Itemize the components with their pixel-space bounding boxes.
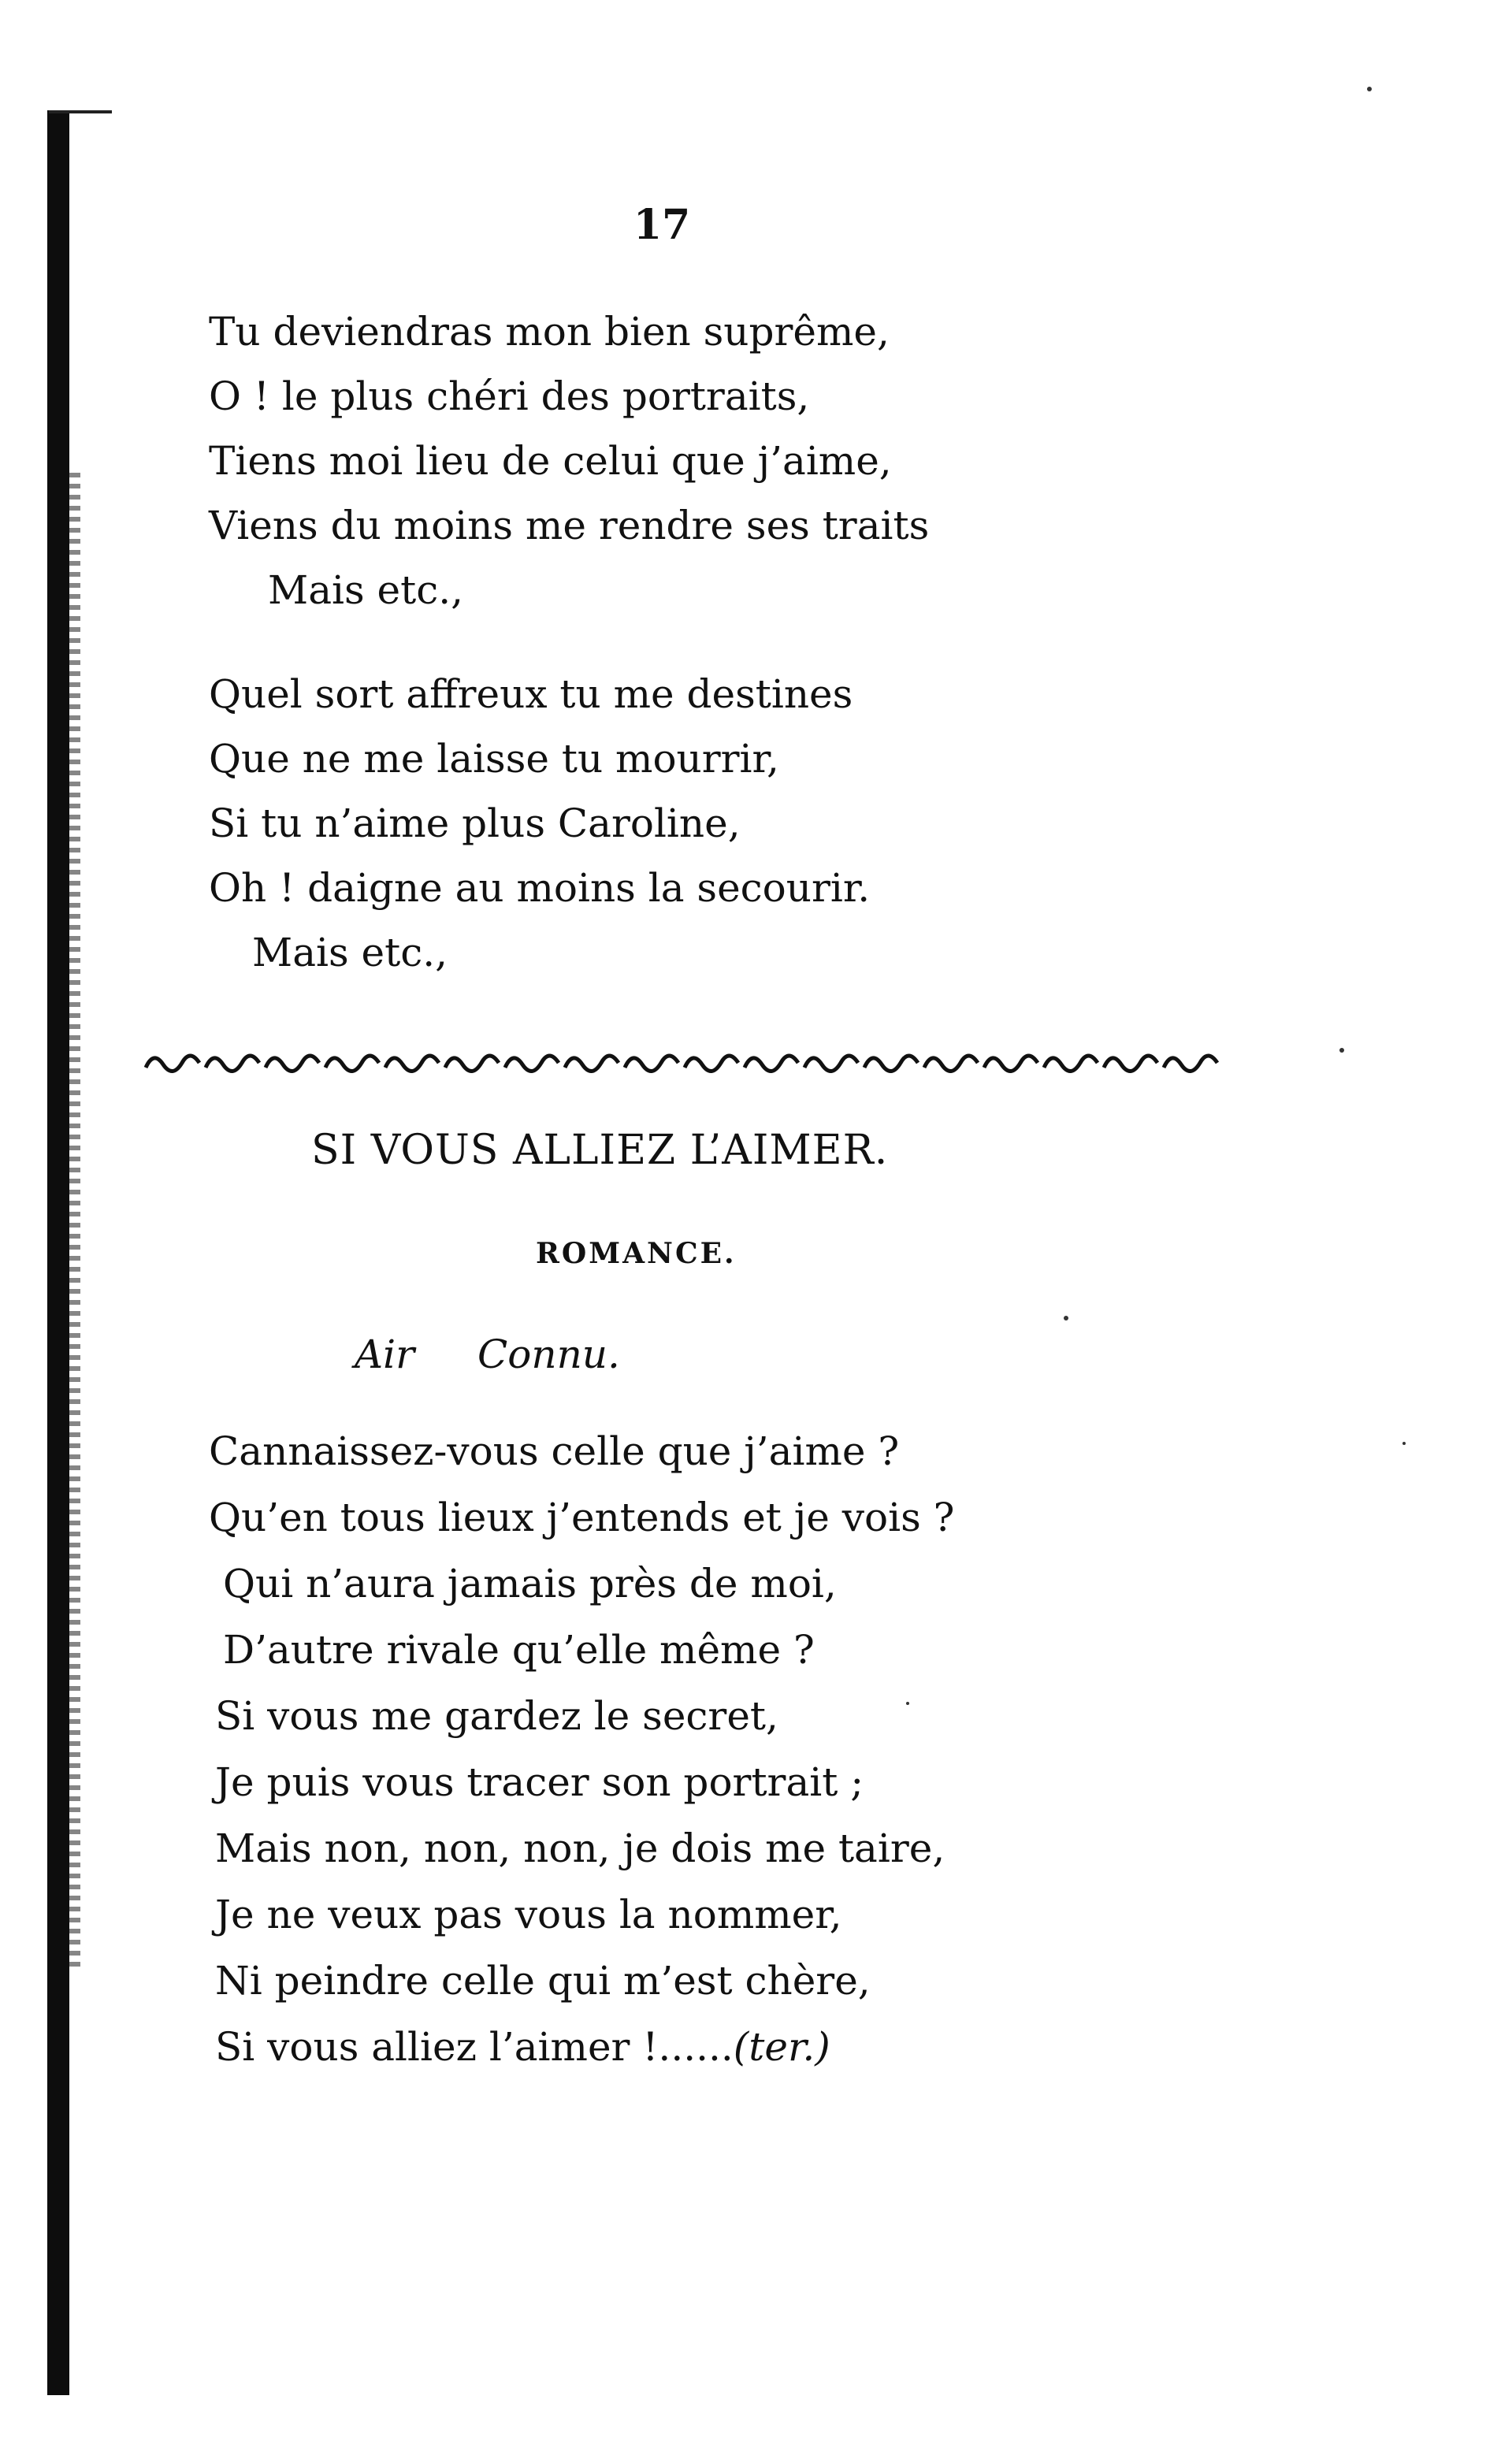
book-spine-shadow <box>47 110 69 2395</box>
ornament-link <box>385 1056 439 1072</box>
verse-line: Que ne me laisse tu mourrir, <box>209 736 779 782</box>
ornament-link <box>565 1056 619 1072</box>
page-number: 17 <box>633 201 691 249</box>
ornament-link <box>206 1056 259 1072</box>
ornament-link <box>984 1056 1038 1072</box>
page-edge-texture <box>69 473 80 1970</box>
verse-line: Si tu n’aime plus Caroline, <box>209 800 741 846</box>
ornament-link <box>1164 1056 1217 1072</box>
verse-line: Si vous me gardez le secret, <box>215 1693 778 1739</box>
paper-speck <box>1367 87 1372 91</box>
stanza-1 <box>209 299 929 622</box>
ornament-link <box>745 1056 798 1072</box>
ornament-link <box>864 1056 918 1072</box>
stanza-3 <box>209 1418 954 2080</box>
verse-line: Tiens moi lieu de celui que j’aime, <box>209 438 892 484</box>
air-label: Air <box>355 1332 415 1377</box>
ornament-link <box>445 1056 499 1072</box>
air-indication <box>355 1332 620 1377</box>
refrain-line: Mais etc., <box>252 930 448 975</box>
verse-line: Ni peindre celle qui m’est chère, <box>215 1958 871 2004</box>
verse-line: Je ne veux pas vous la nommer, <box>215 1892 842 1937</box>
verse-line <box>209 2014 954 2080</box>
verse-line: Je puis vous tracer son portrait ; <box>215 1759 864 1805</box>
paper-speck <box>1339 1048 1344 1053</box>
verse-line: Tu deviendras mon bien suprême, <box>209 309 890 355</box>
verse-line: Qu’en tous lieux j’entends et je vois ? <box>209 1495 955 1540</box>
ornament-link <box>1044 1056 1098 1072</box>
verse-line: Quel sort affreux tu me destines <box>209 671 853 717</box>
song-title: SI VOUS ALLIEZ L’AIMER. <box>311 1127 889 1174</box>
stanza-2 <box>209 662 870 985</box>
ornament-link <box>1104 1056 1157 1072</box>
ornament-link <box>685 1056 738 1072</box>
verse-line: Qui n’aura jamais près de moi, <box>223 1561 837 1606</box>
verse-line: Oh ! daigne au moins la secourir. <box>209 865 871 911</box>
verse-line-text: Si vous alliez l’aimer !...... <box>215 2024 734 2070</box>
page-corner-mark <box>49 110 112 113</box>
ornament-link <box>924 1056 978 1072</box>
verse-line: O ! le plus chéri des portraits, <box>209 373 810 419</box>
paper-speck <box>906 1702 909 1705</box>
verse-line: Viens du moins me rendre ses traits <box>209 503 930 548</box>
ornament-link <box>804 1056 858 1072</box>
ornament-link <box>505 1056 559 1072</box>
paper-speck <box>1064 1316 1068 1320</box>
ornamental-divider <box>138 1044 1241 1083</box>
verse-line: Mais non, non, non, je dois me taire, <box>215 1826 945 1871</box>
air-value: Connu. <box>477 1332 620 1377</box>
ornament-link <box>325 1056 379 1072</box>
paper-speck <box>1402 1442 1406 1445</box>
song-subtitle: ROMANCE. <box>536 1237 737 1270</box>
ornament-link <box>266 1056 319 1072</box>
refrain-line: Mais etc., <box>268 567 464 613</box>
repeat-mark: (ter.) <box>733 2024 830 2070</box>
ornament-link <box>625 1056 678 1072</box>
verse-line: D’autre rivale qu’elle même ? <box>223 1627 815 1673</box>
verse-line: Cannaissez-vous celle que j’aime ? <box>209 1428 900 1474</box>
ornament-link <box>146 1056 199 1072</box>
